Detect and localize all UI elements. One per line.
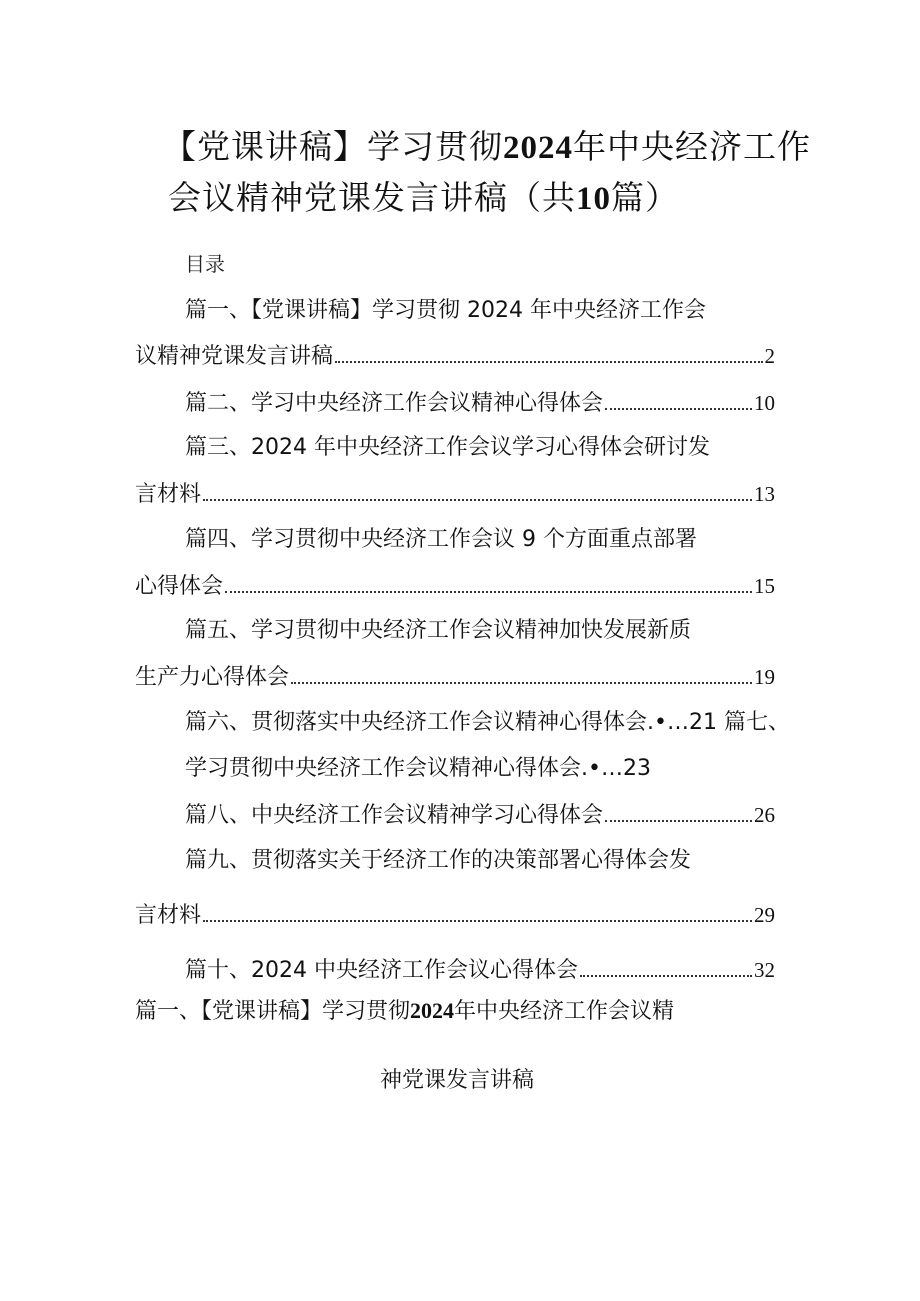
title-text-c: 会议精神党课发言讲稿（共 [168, 178, 576, 217]
toc-item-8-page: 26 [754, 803, 775, 827]
toc-item-9-line2[interactable] [135, 900, 775, 931]
toc-item-9-text: 言材料 [135, 903, 202, 928]
toc-item-4-text: 心得体会 [135, 574, 224, 599]
toc-item-9-line1[interactable]: 篇九、贯彻落实关于经济工作的决策部署心得体会发 [185, 848, 692, 873]
toc-item-10[interactable] [185, 955, 775, 986]
section-heading-line2: 神党课发言讲稿 [380, 1068, 535, 1093]
toc-item-3-text: 言材料 [135, 482, 202, 507]
dot-leader [203, 919, 752, 922]
toc-item-8[interactable] [185, 800, 775, 831]
toc-item-10-page: 32 [754, 958, 775, 982]
toc-item-2-page: 10 [754, 391, 775, 415]
dot-leader [605, 407, 752, 410]
section-heading-text-a: 篇一、【党课讲稿】学习贯彻 [135, 999, 411, 1024]
toc-item-3-line2[interactable] [135, 479, 775, 510]
dot-leader [580, 974, 752, 977]
title-text-a: 【党课讲稿】学习贯彻 [163, 127, 503, 166]
section-heading-line1 [135, 996, 674, 1027]
toc-item-4-page: 15 [754, 574, 775, 598]
section-heading-text-b: 年中央经济工作会议精 [454, 999, 675, 1024]
document-title-line1 [163, 124, 811, 171]
dot-leader [203, 498, 752, 501]
toc-item-1-text: 议精神党课发言讲稿 [135, 344, 334, 369]
toc-item-9-page: 29 [754, 903, 775, 927]
dot-leader [225, 590, 752, 593]
toc-item-5-page: 19 [754, 665, 775, 689]
toc-item-1-line1[interactable]: 篇一、【党课讲稿】学习贯彻 2024 年中央经济工作会 [185, 298, 706, 323]
toc-item-5-line1[interactable]: 篇五、学习贯彻中央经济工作会议精神加快发展新质 [185, 618, 692, 643]
toc-item-1-page: 2 [764, 344, 775, 368]
toc-item-2-text: 篇二、学习中央经济工作会议精神心得体会 [185, 391, 604, 416]
title-count: 10 [576, 181, 611, 217]
dot-leader [605, 819, 752, 822]
document-title-line2 [168, 175, 679, 222]
dot-leader [335, 360, 762, 363]
toc-item-8-text: 篇八、中央经济工作会议精神学习心得体会 [185, 803, 604, 828]
toc-item-2[interactable] [185, 388, 775, 419]
toc-item-10-text: 篇十、2024 中央经济工作会议心得体会 [185, 958, 578, 983]
toc-label: 目录 [185, 252, 225, 276]
toc-item-1-line2[interactable] [135, 341, 775, 372]
dot-leader [291, 681, 752, 684]
title-text-b: 年中央经济工作 [573, 127, 811, 166]
toc-item-4-line1[interactable]: 篇四、学习贯彻中央经济工作会议 9 个方面重点部署 [185, 527, 697, 552]
toc-item-7-line[interactable]: 学习贯彻中央经济工作会议精神心得体会.•…23 [185, 756, 651, 781]
toc-item-3-page: 13 [754, 482, 775, 506]
toc-item-5-line2[interactable] [135, 662, 775, 693]
toc-item-5-text: 生产力心得体会 [135, 665, 290, 690]
toc-item-4-line2[interactable] [135, 571, 775, 602]
title-text-d: 篇） [611, 178, 679, 217]
section-heading-year: 2024 [410, 998, 455, 1023]
title-year: 2024 [503, 130, 573, 166]
toc-item-3-line1[interactable]: 篇三、2024 年中央经济工作会议学习心得体会研讨发 [185, 435, 710, 460]
toc-item-6-line[interactable]: 篇六、贯彻落实中央经济工作会议精神心得体会.•…21 篇七、 [185, 710, 790, 735]
